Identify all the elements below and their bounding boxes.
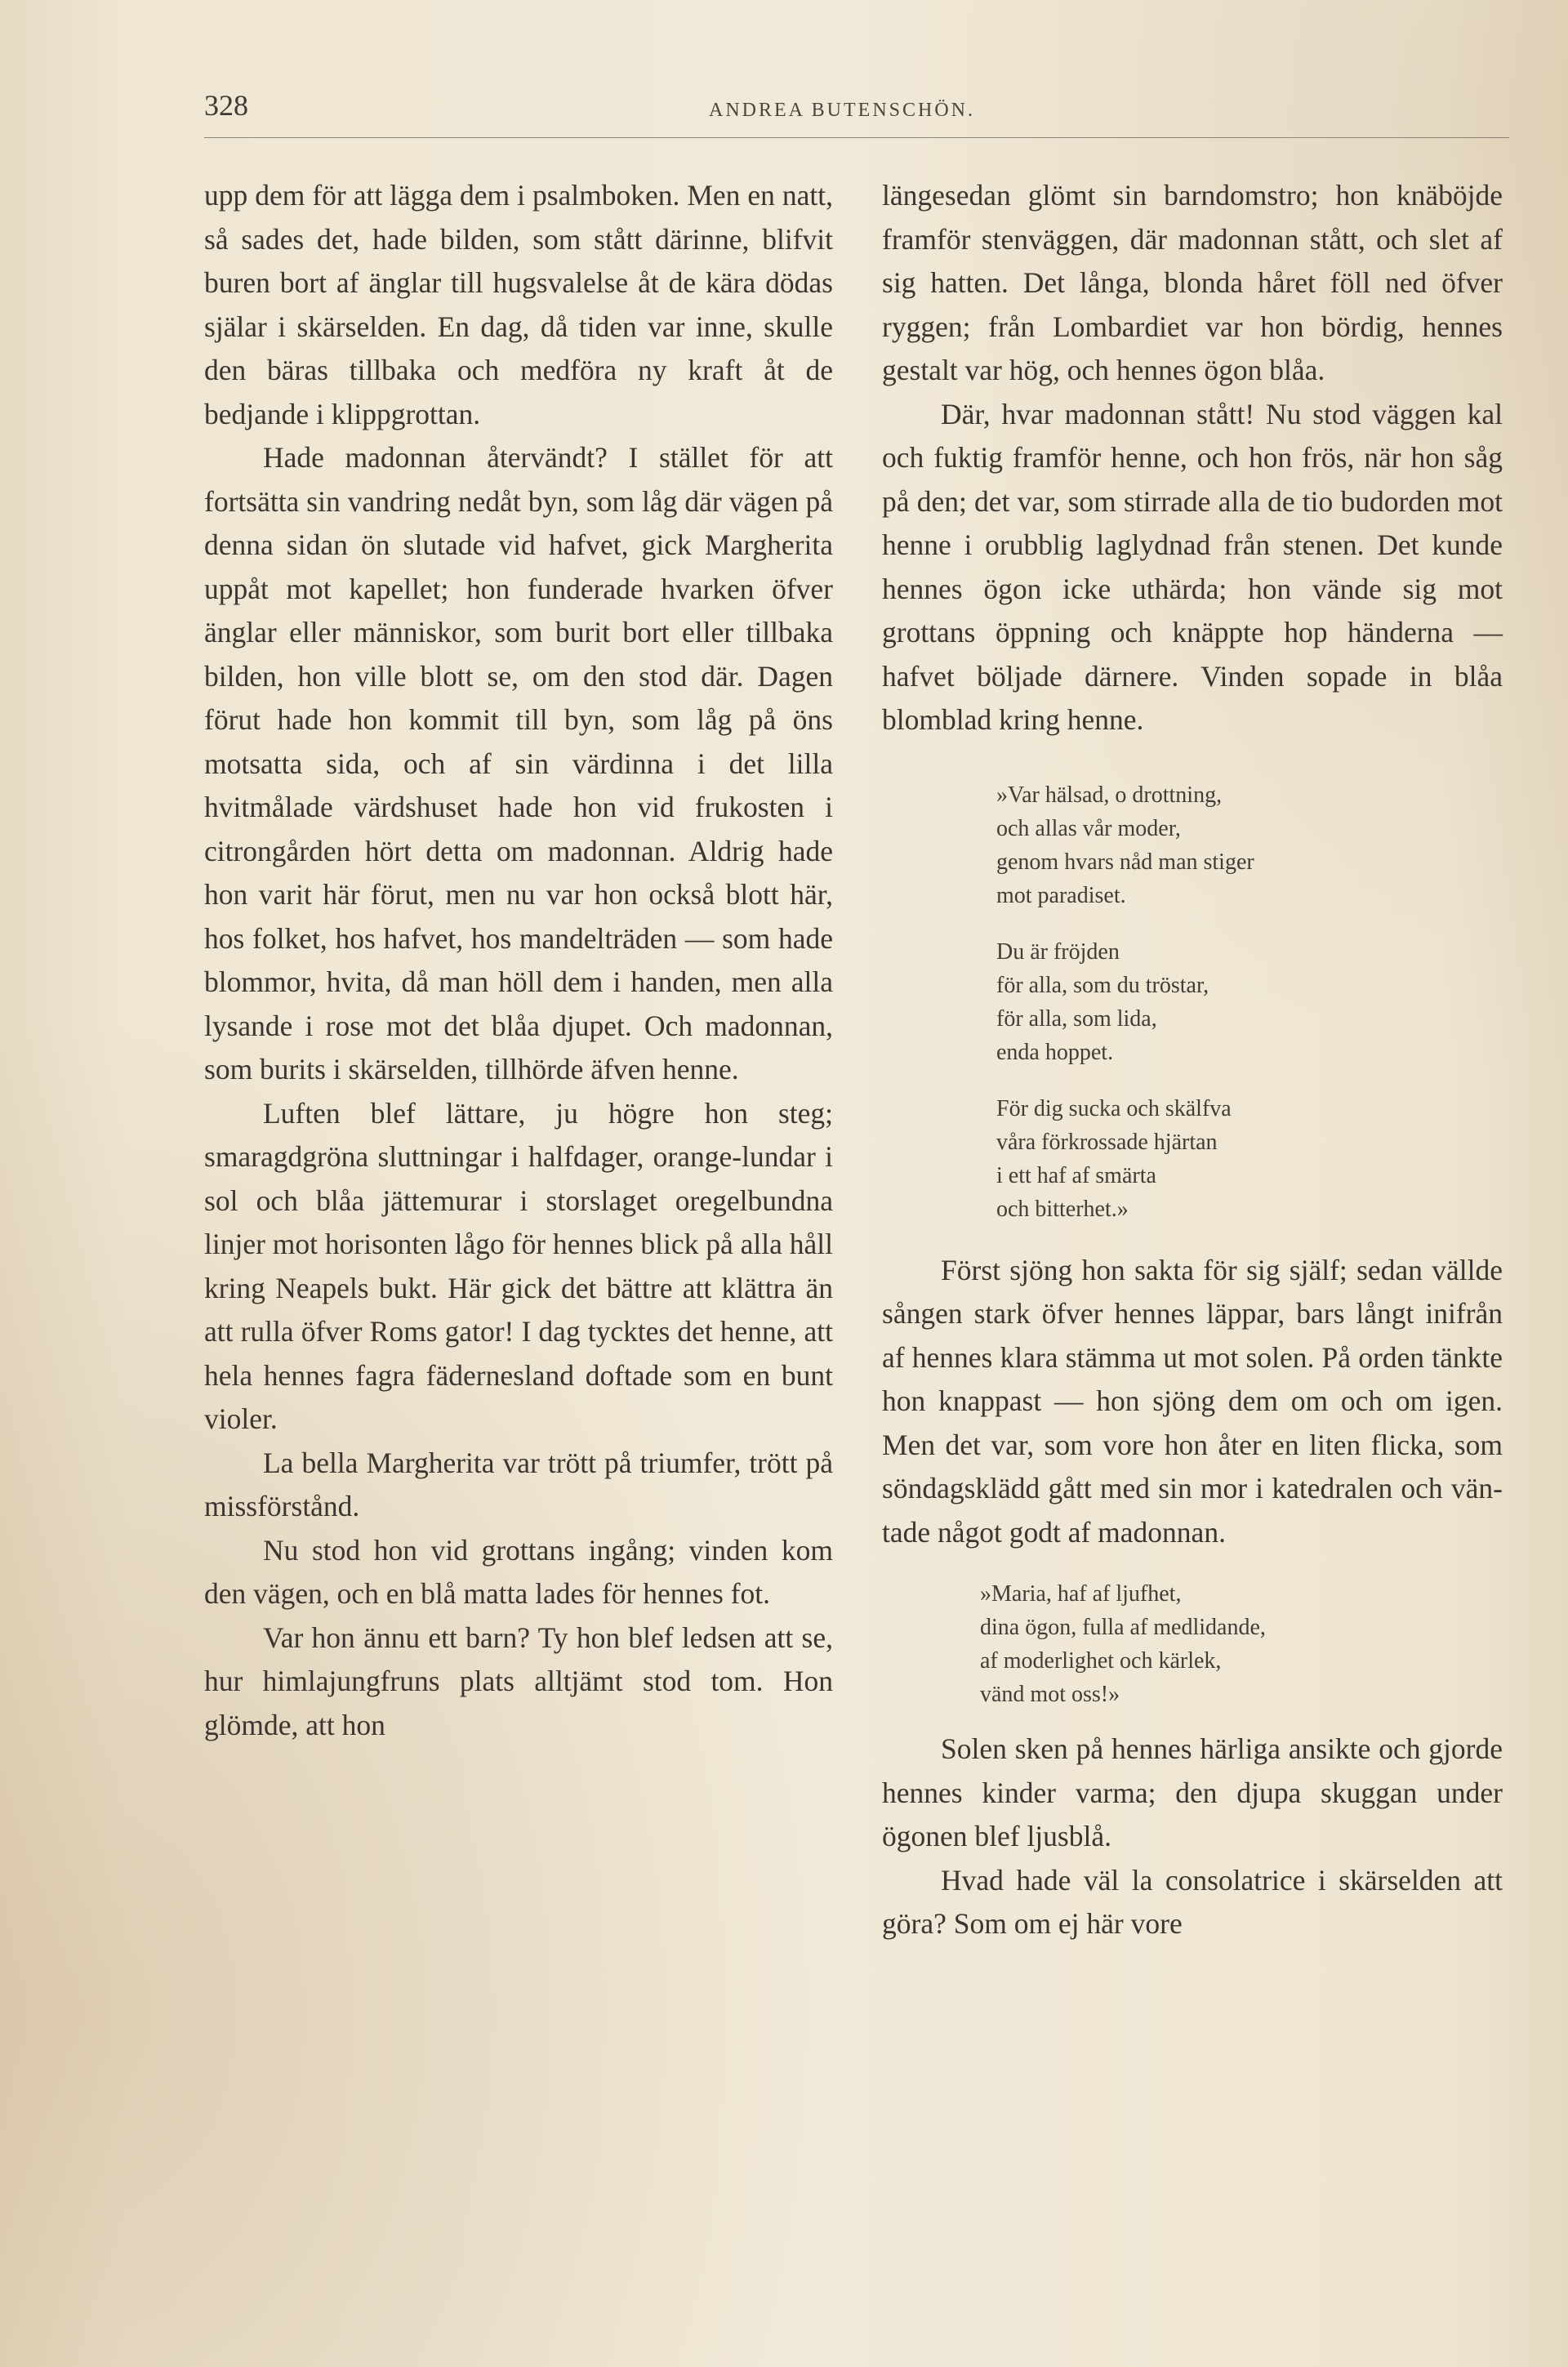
left-paragraph: Luften blef lättare, ju högre hon steg; smaragdgröna sluttningar i halfdager, orange-lundar i sol och blåa jättemurar i storslaget oregelbundna linjer mot horisonten lågo för hennes blick på alla håll kring Neapels bukt. Här gick det bättre att klättra än att rulla öfver Roms gator! I dag tycktes det henne, att hela hennes fagra fädernesland doftade som en bunt violer. — [204, 1096, 833, 1435]
verse-line: af moderlighet och kärlek, — [980, 1648, 1222, 1674]
verse-line: »Var hälsad, o drottning, — [996, 782, 1223, 808]
prayer-verse — [980, 1577, 1503, 1711]
page-number: 328 — [204, 89, 248, 122]
verse-line: i ett haf af smärta — [996, 1162, 1156, 1188]
verse-line: för alla, som lida, — [996, 1005, 1157, 1032]
hymn-stanza — [996, 1092, 1503, 1226]
left-paragraph: Var hon ännu ett barn? Ty hon blef ledsen att se, hur himlajungfruns plats alltjämt stod tom. Hon glömde, att hon — [204, 1620, 833, 1741]
right-paragraph: längesedan glömt sin barndomstro; hon knäböjde framför stenväggen, där madonnan stått, och slet af sig hatten. Det långa, blonda håret föll ned öfver ryggen; från Lombardiet var hon bördig, hennes gestalt var hög, och hennes ögon blåa. — [882, 179, 1503, 386]
hymn-stanza — [996, 935, 1503, 1069]
page-header — [204, 88, 1509, 138]
left-paragraph: Hade madonnan återvändt? I stället för att fortsätta sin vandring nedåt byn, som låg där vägen på denna sidan ön slutade vid hafvet, gick Margherita uppåt mot kapellet; hon funderade hvarken öfver änglar eller människor, som burit bort eller tillbaka bilden, hon ville blott se, om den stod där. Dagen förut hade hon kommit till byn, som låg på öns motsatta sida, och af sin värdinna i det lilla hvitmålade värdshuset hade hon vid frukosten i citrongården hört detta om madonnan. Aldrig hade hon varit här förut, men nu var hon också blott här, hos folket, hos hafvet, hos mandelträden — som hade blommor, hvita, då man höll dem i handen, men alla lysande i rose mot det blåa djupet. Och madonnan, som burits i skärselden, tillhörde äfven henne. — [204, 441, 833, 1085]
verse-line: genom hvars nåd man stiger — [996, 849, 1254, 875]
verse-line: för alla, som du tröstar, — [996, 972, 1209, 998]
right-paragraph: Hvad hade väl la consolatrice i skärselden att göra? Som om ej här vore — [882, 1863, 1503, 1940]
prayer-stanza — [980, 1577, 1503, 1711]
verse-line: och bitterhet.» — [996, 1196, 1129, 1222]
verse-line: vänd mot oss!» — [980, 1682, 1120, 1707]
right-paragraph: Solen sken på hennes härliga ansikte och gjorde hennes kinder varma; den djupa skuggan under ögonen blef ljusblå. — [882, 1732, 1503, 1852]
verse-line: enda hoppet. — [996, 1039, 1114, 1065]
hymn-verse — [996, 778, 1503, 1226]
right-column — [882, 174, 1503, 1946]
right-paragraph: Först sjöng hon sakta för sig själf; sedan välldе sången stark öfver hennes läppar, bars långt inifrån af hennes klara stämma ut mot solen. På orden tänkte hon knappast — hon sjöng dem om och om igen. Men det var, som vore hon åter en liten flicka, som söndagsklädd gått med sin mor i katedralen och väntade något godt af madonnan. — [882, 1253, 1503, 1549]
left-paragraph: upp dem för att lägga dem i psalmboken. Men en natt, så sades det, hade bilden, som stått därinne, blifvit buren bort af änglar till hugsvalelse åt de kära dödas själar i skärselden. En dag, då tiden var inne, skulle den bäras tillbaka och medföra ny kraft åt de bedjande i klippgrottan. — [204, 179, 833, 430]
verse-line: dina ögon, fulla af medlidande, — [980, 1615, 1266, 1640]
verse-line: våra förkrossade hjärtan — [996, 1129, 1218, 1155]
left-paragraph: Nu stod hon vid grottans ingång; vinden kom den vägen, och en blå matta lades för hennes fot. — [204, 1533, 833, 1610]
verse-line: Du är fröjden — [996, 938, 1120, 965]
verse-line: och allas vår moder, — [996, 815, 1181, 841]
verse-line: »Maria, haf af ljufhet, — [980, 1581, 1182, 1607]
verse-line: mot paradiset. — [996, 882, 1126, 908]
left-column — [204, 174, 833, 1747]
hymn-stanza — [996, 778, 1503, 912]
running-head: ANDREA BUTENSCHÖN. — [709, 100, 976, 121]
left-paragraph: La bella Margherita var trött på triumfer, trött på missförstånd. — [204, 1446, 833, 1522]
right-paragraph: Där, hvar madonnan stått! Nu stod väggen kal och fuktig framför henne, och hon frös, när hon såg på den; det var, som stirrade alla de tio budorden mot henne i orubblig laglydnad från stenen. Det kunde hennes ögon icke uthärda; hon vände sig mot grottans öppning och knäppte hop händerna — hafvet böljade därnere. Vinden sopade in blåa blomblad kring henne. — [882, 397, 1503, 736]
verse-line: För dig sucka och skälfva — [996, 1095, 1232, 1121]
